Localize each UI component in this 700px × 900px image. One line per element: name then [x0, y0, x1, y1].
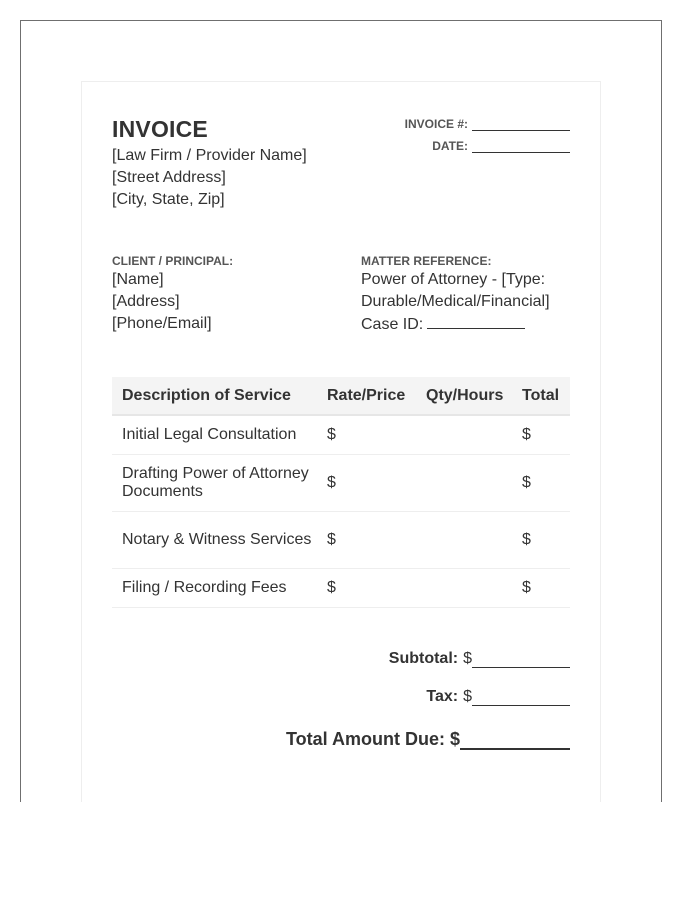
subtotal-label: Subtotal: — [388, 650, 459, 667]
case-id-label: Case ID: — [361, 316, 424, 333]
row-rate[interactable]: $ — [327, 474, 336, 491]
header-rate: Rate/Price — [327, 386, 406, 404]
table-row — [112, 512, 570, 569]
table-row — [112, 416, 570, 455]
provider-street: [Street Address] — [112, 169, 226, 186]
invoice-number-label: INVOICE #: — [404, 117, 468, 131]
client-address: [Address] — [112, 293, 180, 310]
total-due-currency: $ — [449, 729, 460, 749]
invoice-title: INVOICE — [112, 116, 208, 142]
tax-label: Tax: — [426, 688, 459, 705]
tax-blank[interactable] — [472, 690, 570, 706]
row-total[interactable]: $ — [522, 474, 531, 491]
case-id-blank[interactable] — [427, 315, 525, 329]
client-section-label: CLIENT / PRINCIPAL: — [112, 254, 234, 268]
matter-section-label: MATTER REFERENCE: — [361, 254, 492, 268]
row-total[interactable]: $ — [522, 579, 531, 596]
client-name: [Name] — [112, 271, 164, 288]
invoice-date-blank[interactable] — [472, 140, 570, 153]
row-description: Notary & Witness Services — [122, 531, 312, 548]
provider-name: [Law Firm / Provider Name] — [112, 147, 307, 164]
subtotal-field[interactable] — [389, 650, 570, 668]
total-due-field[interactable] — [286, 729, 570, 750]
invoice-date-label: DATE: — [432, 139, 468, 153]
row-description: Drafting Power of Attorney Documents — [122, 465, 309, 500]
total-due-label: Total Amount Due: — [286, 729, 445, 749]
table-row — [112, 569, 570, 608]
invoice-number-field[interactable] — [405, 117, 570, 131]
subtotal-currency: $ — [463, 650, 472, 667]
row-total[interactable]: $ — [522, 531, 531, 548]
header-description: Description of Service — [122, 386, 291, 404]
table-header — [112, 377, 570, 416]
table-row — [112, 455, 570, 512]
total-due-blank[interactable] — [460, 731, 570, 750]
matter-line-2: Durable/Medical/Financial] — [361, 293, 550, 310]
row-description: Filing / Recording Fees — [122, 579, 287, 596]
invoice-date-field[interactable] — [432, 139, 570, 153]
provider-city: [City, State, Zip] — [112, 191, 225, 208]
subtotal-blank[interactable] — [472, 652, 570, 668]
row-rate[interactable]: $ — [327, 426, 336, 443]
matter-line-1: Power of Attorney - [Type: — [361, 271, 546, 288]
services-table — [112, 377, 570, 608]
row-rate[interactable]: $ — [327, 531, 336, 548]
row-total[interactable]: $ — [522, 426, 531, 443]
tax-currency: $ — [463, 688, 472, 705]
tax-field[interactable] — [426, 688, 570, 706]
case-id-field[interactable] — [361, 315, 525, 334]
header-total: Total — [522, 386, 560, 404]
header-qty: Qty/Hours — [426, 386, 504, 404]
client-contact: [Phone/Email] — [112, 315, 212, 332]
invoice-number-blank[interactable] — [472, 118, 570, 131]
row-rate[interactable]: $ — [327, 579, 336, 596]
row-description: Initial Legal Consultation — [122, 426, 297, 443]
